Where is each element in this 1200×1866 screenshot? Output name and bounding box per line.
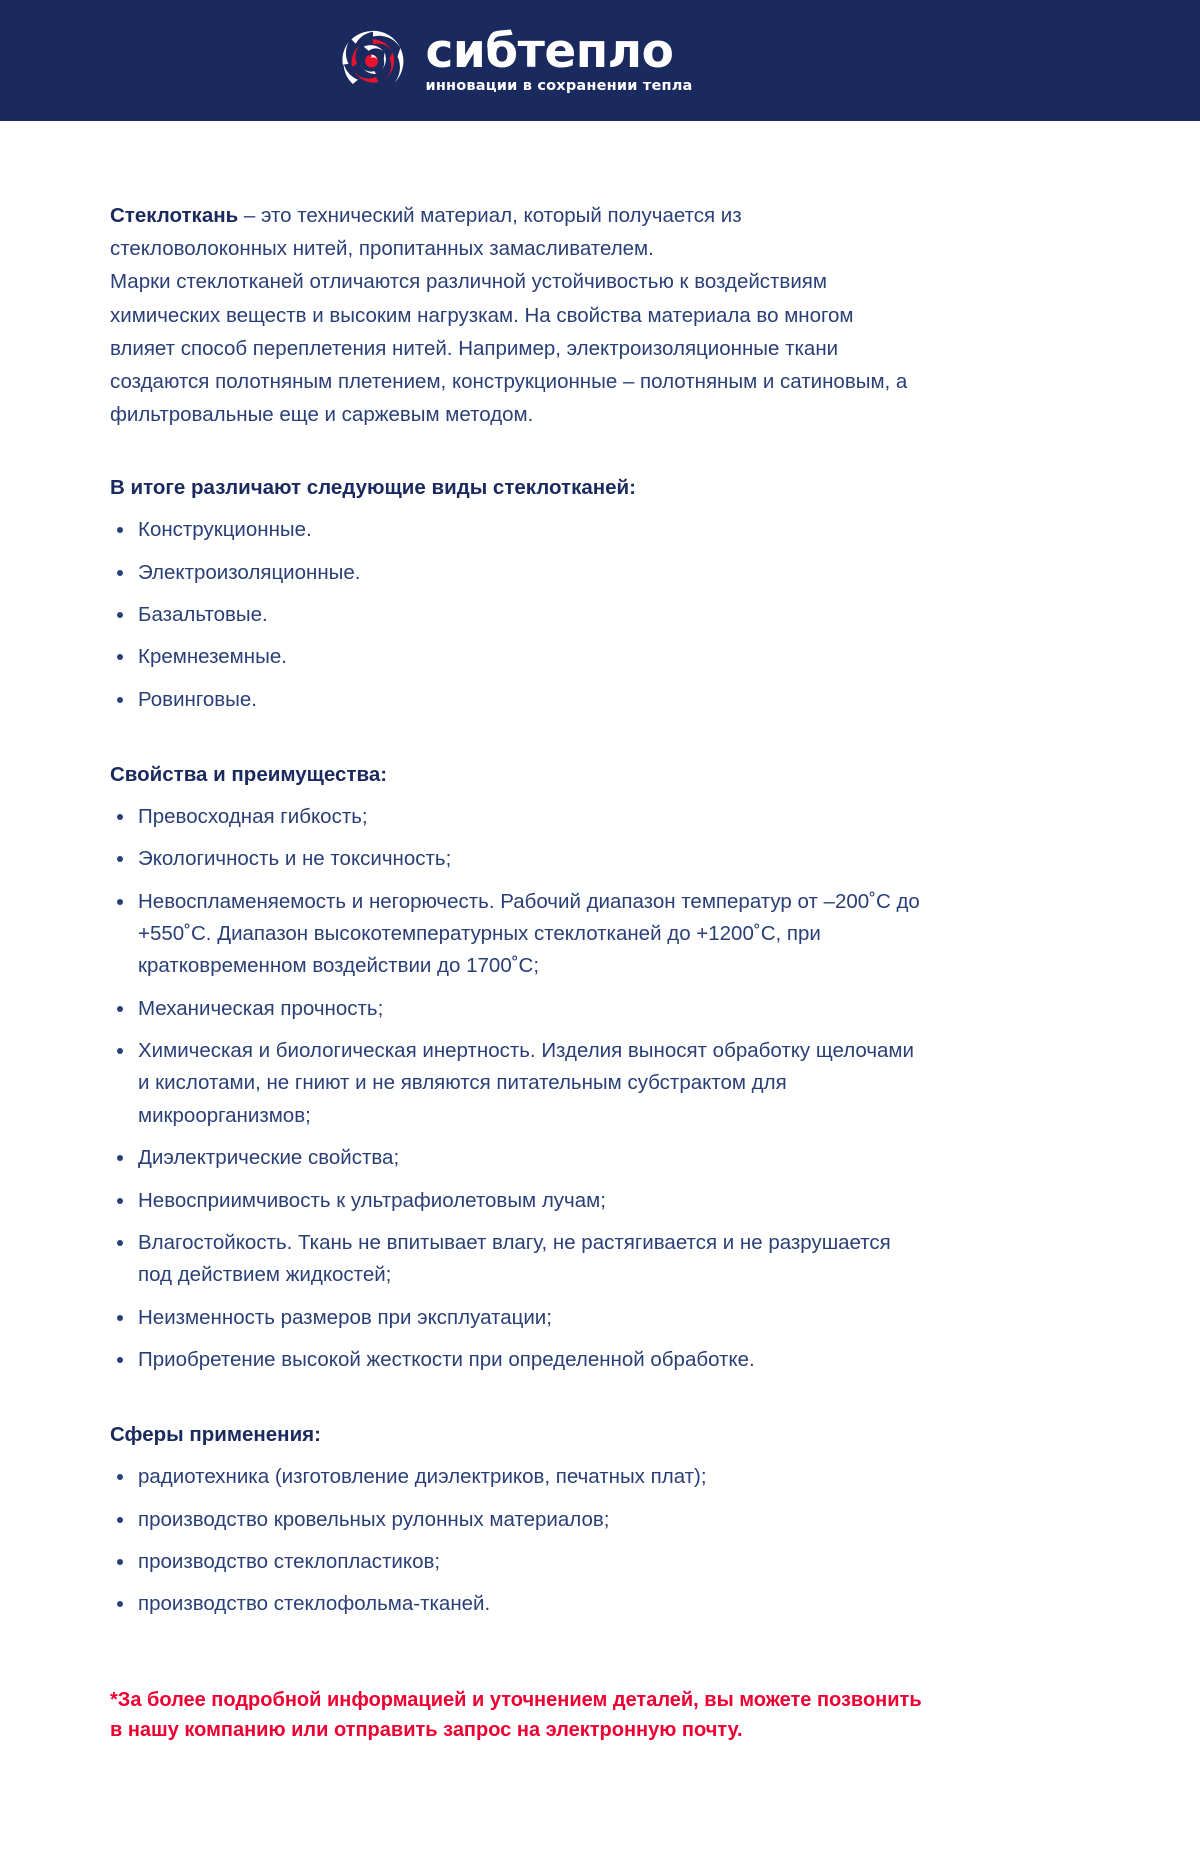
brand-wordmark: сибтепло xyxy=(425,23,674,79)
document-body xyxy=(0,121,1200,1745)
lead-rest: – это технический материал, который получается из стекловолоконных нитей, пропитанных замасливателем. xyxy=(110,204,742,261)
list-item: Влагостойкость. Ткань не впитывает влагу, не растягивается и не разрушается под действием жидкостей; xyxy=(110,1227,920,1292)
list-item: Экологичность и не токсичность; xyxy=(110,843,920,875)
intro-paragraph-1 xyxy=(110,199,910,265)
properties-section-heading: Свойства и преимущества: xyxy=(110,763,388,787)
intro-paragraph-2: Марки стеклотканей отличаются различной устойчивостью к воздействиям химических веществ и высоким нагрузкам. На свойства материала во многом влияет способ переплетения нитей. Например, электроизоляционные ткани создаются полотняным плетением, конструкционные – полотняным и сатиновым, а фильтровальные еще и саржевым методом. xyxy=(110,270,908,427)
list-item: Кремнеземные. xyxy=(110,641,920,673)
brand-logo[interactable] xyxy=(337,25,692,97)
types-list xyxy=(110,514,1100,716)
spacer xyxy=(110,1386,1100,1420)
list-item: радиотехника (изготовление диэлектриков, печатных плат); xyxy=(110,1461,920,1493)
contact-footer-note: *За более подробной информацией и уточнением деталей, вы можете позвонить в нашу компанию или отправить запрос на электронную почту. xyxy=(110,1688,922,1741)
brand-tagline: инновации в сохранении тепла xyxy=(425,77,693,94)
applications-section-heading: Сферы применения: xyxy=(110,1423,321,1447)
list-item: Приобретение высокой жесткости при определенной обработке. xyxy=(110,1344,920,1376)
lead-term: Стеклоткань xyxy=(110,204,239,227)
list-item: Неизменность размеров при эксплуатации; xyxy=(110,1302,920,1334)
list-item: Химическая и биологическая инертность. Изделия выносят обработку щелочами и кислотами, не гниют и не являются питательным субстрактом для микроорганизмов; xyxy=(110,1035,920,1132)
list-item: Ровинговые. xyxy=(110,684,920,716)
brand-text xyxy=(425,23,693,94)
list-item: Базальтовые. xyxy=(110,599,920,631)
list-item: производство стеклопластиков; xyxy=(110,1546,920,1578)
types-section-heading: В итоге различают следующие виды стеклотканей: xyxy=(110,476,636,500)
spacer xyxy=(110,431,1100,473)
applications-list xyxy=(110,1461,1100,1621)
list-item: Механическая прочность; xyxy=(110,993,920,1025)
list-item: Диэлектрические свойства; xyxy=(110,1142,920,1174)
list-item: Конструкционные. xyxy=(110,514,920,546)
list-item: Превосходная гибкость; xyxy=(110,801,920,833)
list-item: производство кровельных рулонных материалов; xyxy=(110,1504,920,1536)
site-header xyxy=(0,0,1200,121)
spacer xyxy=(110,726,1100,760)
list-item: Невосприимчивость к ультрафиолетовым лучам; xyxy=(110,1185,920,1217)
list-item: производство стеклофольма-тканей. xyxy=(110,1588,920,1620)
spiral-swirl-logo-icon xyxy=(337,25,409,97)
properties-list xyxy=(110,801,1100,1377)
list-item: Электроизоляционные. xyxy=(110,557,920,589)
list-item: Невоспламеняемость и негорючесть. Рабочий диапазон температур от –200˚С до +550˚С. Диапазон высокотемпературных стеклотканей до +1200˚С, при кратковременном воздействии до 1700˚С; xyxy=(110,886,920,983)
